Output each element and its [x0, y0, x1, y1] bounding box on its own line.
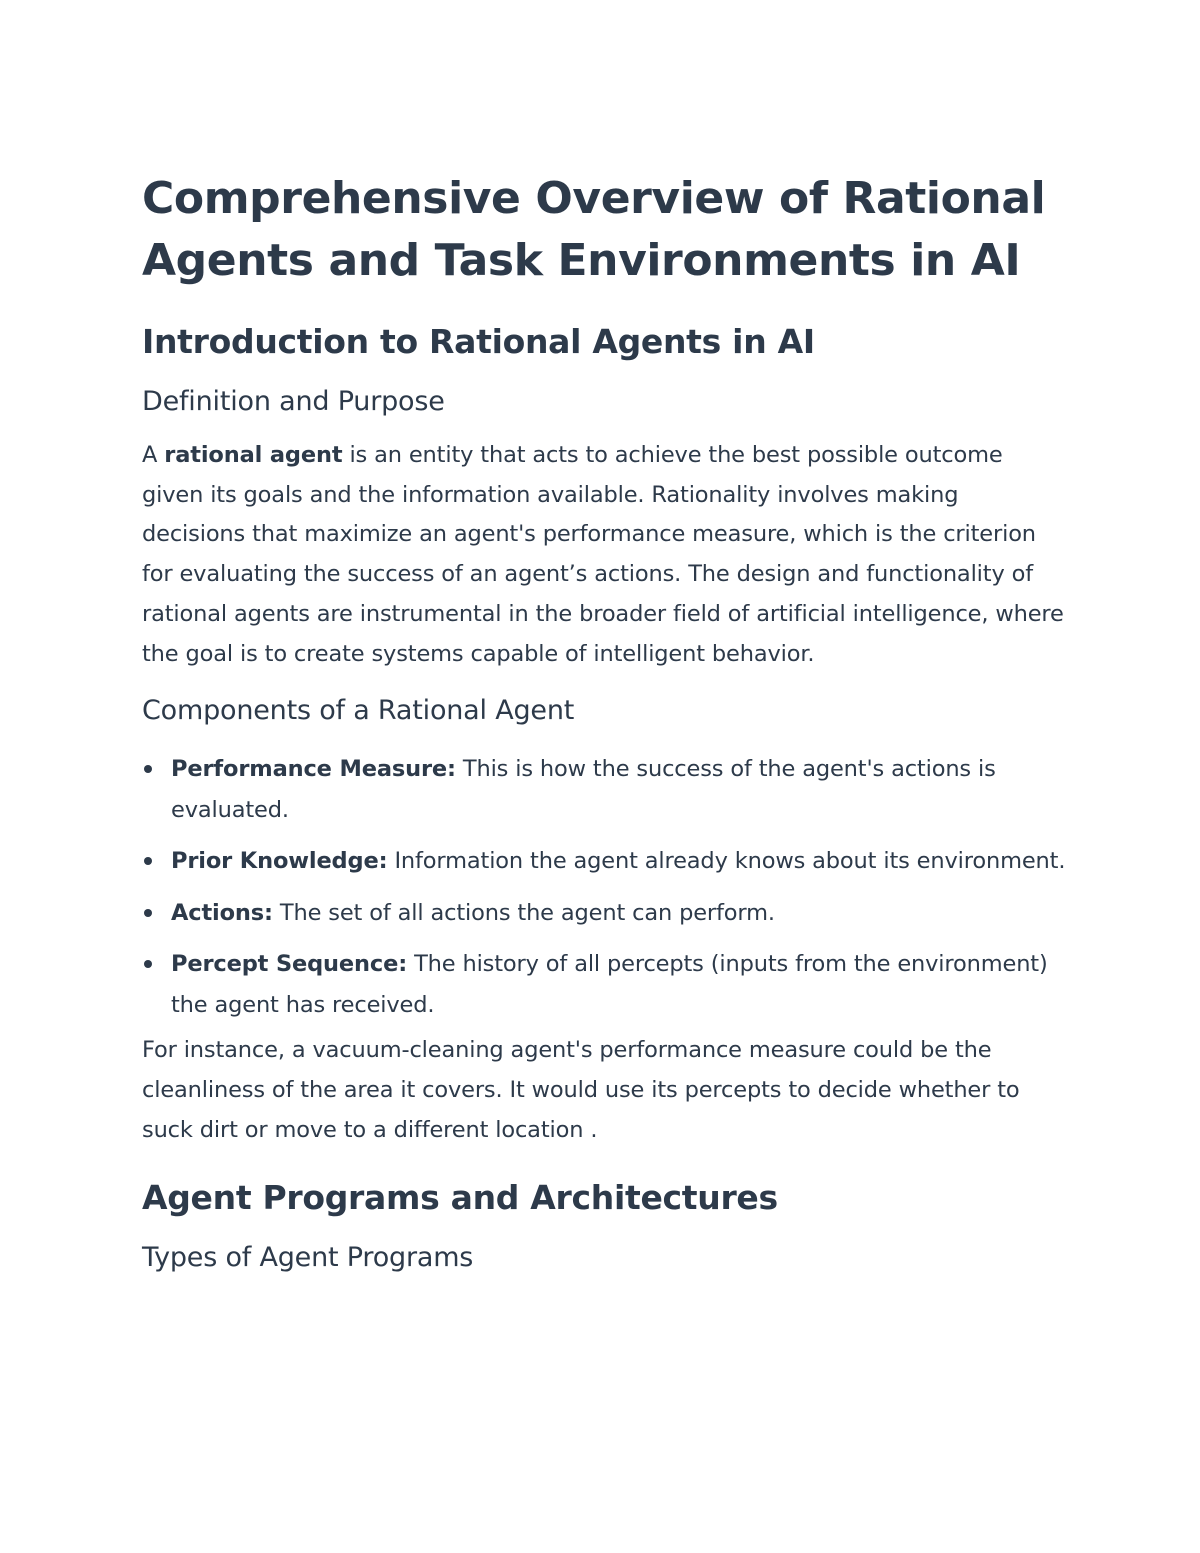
list-item [142, 841, 1067, 882]
list-item-term: Actions: [171, 899, 273, 926]
subheading-definition-purpose: Definition and Purpose [142, 386, 445, 417]
bullet-icon [144, 857, 152, 865]
components-list [142, 749, 1067, 1025]
list-item-term: Percept Sequence: [171, 951, 408, 978]
list-item-text: The set of all actions the agent can perform. [272, 899, 775, 926]
list-item-text: This is how the success of the agent's actions is evaluated. [171, 756, 996, 823]
section-heading-introduction: Introduction to Rational Agents in AI [142, 322, 815, 361]
document-title: Comprehensive Overview of Rational Agents and Task Environments in AI [142, 173, 1046, 286]
list-item [142, 749, 1067, 830]
definition-text: is an entity that acts to achieve the best possible outcome given its goals and the information available. Rationality involves making decisions that maximize an agent's performance measure, which is the criterion for evaluating the success of an agent’s actions. The design and functionality of rational agents are instrumental in the broader field of artificial intelligence, where the goal is to create systems capable of intelligent behavior. [142, 442, 1064, 667]
definition-paragraph [142, 436, 1067, 674]
document-page [142, 168, 1067, 1276]
list-item-term: Performance Measure: [171, 756, 456, 783]
list-item-term: Prior Knowledge: [171, 848, 388, 875]
bullet-icon [144, 960, 152, 968]
list-item [142, 893, 1067, 934]
list-item-text: Information the agent already knows about its environment. [387, 848, 1066, 875]
section-heading-agent-programs: Agent Programs and Architectures [142, 1178, 778, 1218]
rational-agent-term: rational agent [164, 442, 343, 468]
definition-prefix: A [142, 442, 165, 468]
subheading-components: Components of a Rational Agent [142, 695, 575, 727]
list-item-text: The history of all percepts (inputs from the environment) the agent has received. [171, 951, 1048, 1018]
subheading-types-agent-programs: Types of Agent Programs [142, 1242, 474, 1274]
vacuum-example-paragraph: For instance, a vacuum-cleaning agent's performance measure could be the cleanliness of the area it covers. It would use its percepts to decide whether to suck dirt or move to a different location . [142, 1037, 1020, 1143]
bullet-icon [144, 765, 152, 773]
bullet-icon [144, 909, 152, 917]
list-item [142, 944, 1067, 1025]
